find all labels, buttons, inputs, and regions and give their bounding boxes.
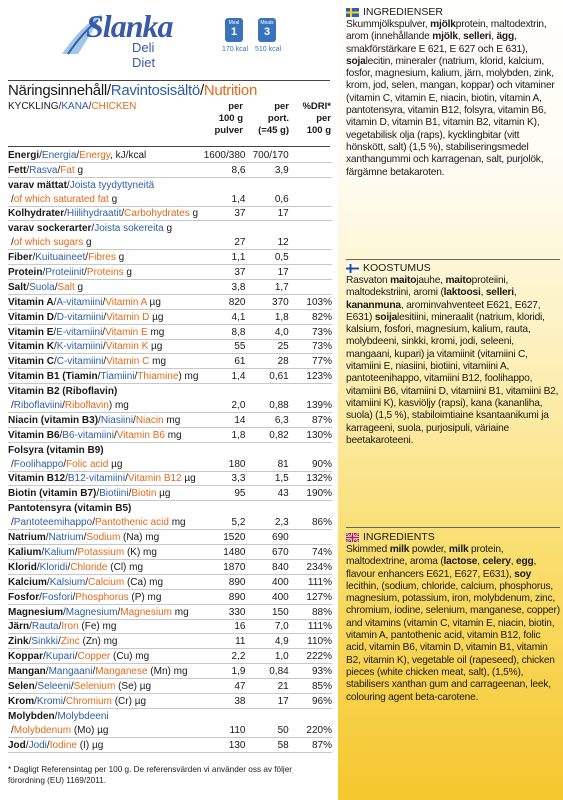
value-v1: 1,9 — [203, 664, 245, 679]
nutrient-label: Jod/Jodi/Iodine (I) µg — [8, 737, 203, 752]
value-v3 — [289, 442, 332, 456]
nutrient-label: Selen/Seleeni/Selenium (Se) µg — [8, 679, 203, 694]
nutrient-label: Protein/Proteiinit/Proteins g — [8, 265, 203, 280]
table-row — [8, 486, 332, 501]
nutrient-label: Vitamin B1 (Tiamin/Tiamiini/Thiamine) mg — [8, 369, 203, 384]
table-row — [8, 708, 332, 722]
value-v3: 73% — [289, 339, 332, 354]
table-row — [8, 723, 332, 737]
value-v1: 890 — [203, 574, 245, 589]
value-v1 — [203, 442, 245, 456]
value-v2: 1,5 — [245, 471, 288, 486]
value-v2: 400 — [245, 589, 288, 604]
value-v2 — [245, 177, 288, 191]
nutrient-label: Folsyra (vitamin B9) — [8, 444, 104, 456]
value-v2 — [245, 384, 288, 398]
nutrient-label: Energi/Energia/Energy, kJ/kcal — [8, 148, 203, 162]
finnish-flag-icon — [346, 264, 359, 273]
nutrient-label: Zink/Sinkki/Zinc (Zn) mg — [8, 634, 203, 649]
value-v3 — [289, 384, 332, 398]
nutrient-label: Vitamin K/K-vitamiini/Vitamin K µg — [8, 339, 203, 354]
value-v2: 17 — [245, 265, 288, 280]
value-v1 — [203, 177, 245, 191]
value-v1: 180 — [203, 457, 245, 471]
brand-name: Slanka — [86, 8, 173, 44]
value-v1 — [203, 708, 245, 722]
value-v3 — [289, 280, 332, 295]
table-row — [8, 309, 332, 324]
value-v2 — [245, 221, 288, 235]
table-row — [8, 501, 332, 515]
value-v2: 400 — [245, 574, 288, 589]
nutrient-label: Koppar/Kupari/Copper (Cu) mg — [8, 649, 203, 664]
value-v1: 8,8 — [203, 324, 245, 339]
table-row — [8, 162, 332, 177]
nutrient-label: /of which saturated fat g — [8, 192, 203, 206]
value-v3: 130% — [289, 427, 332, 442]
value-v1: 5,2 — [203, 515, 245, 529]
ingredients-panel — [338, 0, 563, 800]
nutrient-label: Vitamin C/C-vitamiini/Vitamin C mg — [8, 354, 203, 369]
value-v1: 1,4 — [203, 369, 245, 384]
value-v2: 12 — [245, 235, 288, 249]
ingredients-sv-text: Skummjölkspulver, mjölkprotein, maltodextrin, arom (innehållande mjölk, selleri, ägg, smakförstärkare E 621, E 627 och E 631), sojalecitin, mineraler (natrium, klorid, kalcium, fosfor, magnesium, kalium, järn, molybden, zink, krom, jod, selen, mangan, koppar) och vitaminer (vitamin C, vitamin E, niacin, biotin, vitamin A, pantotensyra, vitamin B12, folsyra, vitamin B6, vitamin D, vitamin B1, vitamin B2, vitamin K), vegetabilisk olja (raps), kycklingbitar (vitt hönskött, salt) (1,5 %), stabiliseringsmedel xanthangummi och karragenan, salt, purjolök, färgämne betakaroten. — [346, 19, 555, 178]
table-row — [8, 221, 332, 235]
nutrient-label: Salt/Suola/Salt g — [8, 280, 203, 295]
nutrient-label: Vitamin D/D-vitamiini/Vitamin D µg — [8, 309, 203, 324]
value-v3: 123% — [289, 369, 332, 384]
nutrient-label: Fosfor/Fosfori/Phosphorus (P) mg — [8, 589, 203, 604]
table-row — [8, 604, 332, 619]
value-v3: 86% — [289, 515, 332, 529]
value-v1: 820 — [203, 294, 245, 309]
value-v1: 8,6 — [203, 162, 245, 177]
nutrient-label: /Riboflaviini/Riboflavin) mg — [8, 398, 203, 412]
table-row — [8, 324, 332, 339]
value-v1: 3,3 — [203, 471, 245, 486]
table-row — [8, 148, 332, 162]
value-v2: 50 — [245, 723, 288, 737]
table-row — [8, 693, 332, 708]
divider-top — [8, 80, 330, 81]
nutrient-label: Vitamin B2 (Riboflavin) — [8, 386, 118, 398]
value-v1: 4,1 — [203, 309, 245, 324]
value-v2: 81 — [245, 457, 288, 471]
table-row — [8, 457, 332, 471]
table-row — [8, 206, 332, 221]
value-v2: 370 — [245, 294, 288, 309]
table-row — [8, 177, 332, 191]
col-header-per-portion: per port. (=45 g) — [258, 101, 289, 136]
value-v3: 190% — [289, 486, 332, 501]
nutrient-label: Molybden/Molybdeeni — [8, 710, 109, 722]
value-v1: 1480 — [203, 545, 245, 560]
value-v1: 55 — [203, 339, 245, 354]
value-v3: 132% — [289, 471, 332, 486]
value-v1: 37 — [203, 206, 245, 221]
col-header-per-100g: per 100 g pulver — [214, 101, 243, 136]
table-row — [8, 530, 332, 545]
value-v2: 28 — [245, 354, 288, 369]
value-v3: 82% — [289, 309, 332, 324]
value-v2: 0,88 — [245, 398, 288, 412]
table-row — [8, 354, 332, 369]
value-v3: 73% — [289, 324, 332, 339]
table-row — [8, 265, 332, 280]
value-v2: 0,61 — [245, 369, 288, 384]
brand-logo — [28, 2, 178, 70]
table-row — [8, 369, 332, 384]
value-v3: 90% — [289, 457, 332, 471]
nutrient-label: Fett/Rasva/Fat g — [8, 162, 203, 177]
value-v3 — [289, 265, 332, 280]
nutrient-label: Krom/Kromi/Chromium (Cr) µg — [8, 693, 203, 708]
footnote: * Dagligt Referensintag per 100 g. De referensvärden vi använder oss av följer förordning (EU) 1169/2011. — [8, 765, 292, 785]
nutrient-label: Vitamin A/A-vitamiini/Vitamin A µg — [8, 294, 203, 309]
value-v1: 1870 — [203, 559, 245, 574]
value-v2: 25 — [245, 339, 288, 354]
value-v3: 103% — [289, 294, 332, 309]
value-v3: 85% — [289, 679, 332, 694]
table-row — [8, 280, 332, 295]
table-row — [8, 339, 332, 354]
table-row — [8, 545, 332, 560]
value-v1: 1,4 — [203, 192, 245, 206]
value-v3: 96% — [289, 693, 332, 708]
value-v3: 111% — [289, 574, 332, 589]
value-v3: 77% — [289, 354, 332, 369]
nutrient-label: Kalcium/Kalsium/Calcium (Ca) mg — [8, 574, 203, 589]
nutrient-label: Fiber/Kuituaineet/Fibres g — [8, 250, 203, 265]
value-v2: 0,6 — [245, 192, 288, 206]
ingredients-fi-text: Rasvaton maitojauhe, maitoproteiini, maltodekstriini, aromi (laktoosi, selleri, kananmuna, arominvahventeet E621, E627, E631) soijalesitiini, mineraalit (natrium, kloridi, kalsium, fosfori, magnesium, kalium, rauta, molybdeeni, sinkki, kromi, jodi, seleeni, mangaani, kupari) ja vitamiinit (vitamiini C, vitamiini E, niasiini, biotiini, vitamiini A, pantoteenihappo, vitamiini B12, foolihappo, vitamiini B6, vitamiini D, vitamiini B1, vitamiini B2, vitamiini K), kasviöljy (rapsi), kana (kananliha, suola) (1,5 %), stabiloimtiaine ksantaanikumi ja karrageeni, suola, purjosipuli, väriaine beetakaroteeni. — [346, 275, 559, 446]
nutrient-label: /Foolihappo/Folic acid µg — [8, 457, 203, 471]
value-v1: 2,2 — [203, 649, 245, 664]
value-v3 — [289, 530, 332, 545]
table-row — [8, 649, 332, 664]
value-v1: 1,8 — [203, 427, 245, 442]
value-v3 — [289, 192, 332, 206]
nutrient-label: Klorid/Kloridi/Chloride (Cl) mg — [8, 559, 203, 574]
value-v3 — [289, 206, 332, 221]
value-v1: 27 — [203, 235, 245, 249]
nutrient-label: Pantotensyra (vitamin B5) — [8, 503, 132, 515]
table-row — [8, 192, 332, 206]
value-v3: 74% — [289, 545, 332, 560]
ingredients-sv: INGREDIENSER Skummjölkspulver, mjölkprotein, maltodextrin, arom (innehållande mjölk, selleri, ägg, smakförstärkare E 621, E 627 och E 631), sojalecitin, mineraler (natrium, klorid, kalcium, fosfor, magnesium, kalium, järn, molybden, zink, krom, jod, selen, mangan, koppar) och vitaminer (vitamin C, vitamin E, niacin, biotin, vitamin A, pantotensyra, vitamin B12, folsyra, vitamin B6, vitamin D, vitamin B1, vitamin B2, vitamin K), vegetabilisk olja (raps), kycklingbitar (vitt hönskött, salt) (1,5 %), stabiliseringsmedel xanthangummi och karragenan, salt, purjolök, färgämne betakaroten. — [346, 6, 560, 179]
value-v2: 7,0 — [245, 619, 288, 634]
nutrient-label: Kalium/Kalium/Potassium (K) mg — [8, 545, 203, 560]
brand-subtitle: Deli Diet — [132, 40, 156, 70]
nutrient-label: /Pantoteemihappo/Pantothenic acid mg — [8, 515, 203, 529]
value-v3: 111% — [289, 619, 332, 634]
value-v3: 87% — [289, 737, 332, 752]
value-v2: 0,5 — [245, 250, 288, 265]
value-v2: 4,0 — [245, 324, 288, 339]
kcal-1: 170 kcal — [222, 46, 249, 53]
nutrient-label: Natrium/Natrium/Sodium (Na) mg — [8, 530, 203, 545]
value-v3: 127% — [289, 589, 332, 604]
table-row — [8, 235, 332, 249]
nutrient-label: Biotin (vitamin B7)/Biotiini/Biotin µg — [8, 486, 203, 501]
divider-sv-fi — [346, 259, 560, 260]
nutrient-label: Vitamin B12/B12-vitamiini/Vitamin B12 µg — [8, 471, 203, 486]
value-v2: 1,8 — [245, 309, 288, 324]
nutrition-title: Näringsinnehåll/Ravintosisältö/Nutrition — [8, 82, 257, 99]
value-v2: 2,3 — [245, 515, 288, 529]
value-v2: 0,84 — [245, 664, 288, 679]
nutrient-label: /Molybdenum (Mo) µg — [8, 723, 203, 737]
value-v3 — [289, 235, 332, 249]
value-v2: 670 — [245, 545, 288, 560]
value-v1: 47 — [203, 679, 245, 694]
ingredients-fi: KOOSTUMUS Rasvaton maitojauhe, maitoproteiini, maltodekstriini, aromi (laktoosi, selleri, kananmuna, arominvahventeet E621, E627, E631) soijalesitiini, mineraalit (natrium, kloridi, kalsium, fosfori, magnesium, kalium, rauta, molybdeeni, sinkki, kromi, jodi, seleeni, mangaani, kupari) ja vitamiinit (vitamiini C, vitamiini E, niasiini, biotiini, vitamiini A, pantoteenihappo, vitamiini B12, foolihappo, vitamiini B6, vitamiini D, vitamiini B1, vitamiini B2, vitamiini K), kasviöljy (rapsi), kana (kananliha, suola) (1,5 %), stabiloimtiaine ksantaanikumi ja karrageeni, suola, purjosipuli, väriaine beetakaroteeni. — [346, 262, 559, 446]
value-v3: 93% — [289, 664, 332, 679]
value-v3: 87% — [289, 413, 332, 428]
table-row — [8, 559, 332, 574]
value-v2: 700/170 — [245, 148, 288, 162]
value-v2: 6,3 — [245, 413, 288, 428]
swedish-flag-icon — [346, 8, 359, 17]
uk-flag-icon — [346, 533, 359, 542]
table-row — [8, 294, 332, 309]
table-row — [8, 515, 332, 529]
flavour-label: KYCKLING/KANA/CHICKEN — [8, 101, 137, 112]
nutrient-label: Mangan/Mangaani/Manganese (Mn) mg — [8, 664, 203, 679]
value-v1: 3,8 — [203, 280, 245, 295]
value-v3 — [289, 708, 332, 722]
value-v2: 21 — [245, 679, 288, 694]
value-v1 — [203, 221, 245, 235]
table-row — [8, 427, 332, 442]
meal-box-1: Meal 1 — [225, 18, 243, 42]
nutrient-label: Vitamin B6/B6-vitamiini/Vitamin B6 mg — [8, 427, 203, 442]
value-v1: 38 — [203, 693, 245, 708]
value-v2: 43 — [245, 486, 288, 501]
value-v3: 220% — [289, 723, 332, 737]
value-v2: 840 — [245, 559, 288, 574]
value-v1: 110 — [203, 723, 245, 737]
ingredients-en: INGREDIENTS Skimmed milk powder, milk protein, maltodextrine, aroma (lactose, celery, egg, flavour enhancers E621, E627, E631), soy lecithin, (sodium, chloride, calcium, phosphorus, magnesium, potassium, iron, molybdenum, zinc, chromium, iodine, selenium, manganese, copper) and vitamins (vitamin C, vitamin E, niacin, biotin, vitamin A, pantothenic acid, vitamin B12, folic acid, vitamin B6, vitamin D, vitamin B1, vitamin B2, vitamin K), vegetable oil (rapeseed), chicken pieces (white chicken meat, salt), (1,5%), stabilisers xanthan gum and carrageenan, leek, colouring agent beta-carotene. — [346, 531, 560, 703]
nutrient-label: Vitamin E/E-vitamiini/Vitamin E mg — [8, 324, 203, 339]
value-v3 — [289, 250, 332, 265]
value-v1: 14 — [203, 413, 245, 428]
value-v2: 17 — [245, 206, 288, 221]
value-v3 — [289, 501, 332, 515]
value-v2: 58 — [245, 737, 288, 752]
table-row — [8, 619, 332, 634]
col-header-dri: %DRI* per 100 g — [302, 101, 331, 136]
value-v2: 4,9 — [245, 634, 288, 649]
table-row — [8, 664, 332, 679]
nutrient-label: Magnesium/Magnesium/Magnesium mg — [8, 604, 203, 619]
meal-box-3: Meals 3 — [258, 18, 276, 42]
value-v1: 890 — [203, 589, 245, 604]
value-v2: 690 — [245, 530, 288, 545]
value-v2: 1,7 — [245, 280, 288, 295]
value-v2: 17 — [245, 693, 288, 708]
value-v1 — [203, 384, 245, 398]
table-row — [8, 574, 332, 589]
divider-fi-en — [346, 527, 560, 528]
kcal-3: 510 kcal — [255, 46, 282, 53]
value-v1: 1600/380 — [203, 149, 246, 161]
value-v2 — [245, 501, 288, 515]
table-row — [8, 384, 332, 398]
table-row — [8, 413, 332, 428]
nutrient-label: varav mättat/Joista tyydyttyneitä — [8, 179, 155, 191]
table-row — [8, 737, 332, 752]
value-v2: 3,9 — [245, 162, 288, 177]
nutrient-label: Niacin (vitamin B3)/Niasiini/Niacin mg — [8, 413, 203, 428]
value-v3 — [289, 221, 332, 235]
value-v2: 150 — [245, 604, 288, 619]
value-v2: 0,82 — [245, 427, 288, 442]
nutrient-label: Järn/Rauta/Iron (Fe) mg — [8, 619, 203, 634]
divider-header — [8, 146, 330, 147]
value-v1: 2,0 — [203, 398, 245, 412]
table-row — [8, 442, 332, 456]
value-v3: 139% — [289, 398, 332, 412]
value-v1: 11 — [203, 634, 245, 649]
value-v2 — [245, 708, 288, 722]
nutrient-label: Kolhydrater/Hiilihydraatit/Carbohydrates g — [8, 206, 203, 221]
value-v1: 61 — [203, 354, 245, 369]
value-v1: 16 — [203, 619, 245, 634]
value-v3: 110% — [289, 634, 332, 649]
nutrient-label: /of which sugars g — [8, 235, 203, 249]
value-v3 — [289, 148, 332, 162]
value-v3: 234% — [289, 559, 332, 574]
nutrient-label: varav sockerarter/Joista sokereita g — [8, 223, 173, 235]
table-row — [8, 679, 332, 694]
value-v1: 130 — [203, 737, 245, 752]
table-row — [8, 398, 332, 412]
value-v3: 88% — [289, 604, 332, 619]
table-row — [8, 634, 332, 649]
value-v1: 330 — [203, 604, 245, 619]
value-v1: 1520 — [203, 530, 245, 545]
table-row — [8, 471, 332, 486]
ingredients-en-text: Skimmed milk powder, milk protein, maltodextrine, aroma (lactose, celery, egg, flavour enhancers E621, E627, E631), soy lecithin, (sodium, chloride, calcium, phosphorus, magnesium, potassium, iron, molybdenum, zinc, chromium, iodine, selenium, manganese, copper) and vitamins (vitamin C, vitamin E, niacin, biotin, vitamin A, pantothenic acid, vitamin B12, folic acid, vitamin B6, vitamin D, vitamin B1, vitamin B2, vitamin K), vegetable oil (rapeseed), chicken pieces (white chicken meat, salt), (1,5%), stabilisers xanthan gum and carrageenan, leek, colouring agent beta-carotene. — [346, 544, 560, 703]
value-v2: 1,0 — [245, 649, 288, 664]
value-v3: 222% — [289, 649, 332, 664]
value-v1: 1,1 — [203, 250, 245, 265]
value-v1 — [203, 501, 245, 515]
value-v1: 37 — [203, 265, 245, 280]
nutrition-table — [8, 148, 332, 753]
table-row — [8, 589, 332, 604]
value-v3 — [289, 162, 332, 177]
value-v2 — [245, 442, 288, 456]
table-row — [8, 250, 332, 265]
value-v3 — [289, 177, 332, 191]
value-v1: 95 — [203, 486, 245, 501]
